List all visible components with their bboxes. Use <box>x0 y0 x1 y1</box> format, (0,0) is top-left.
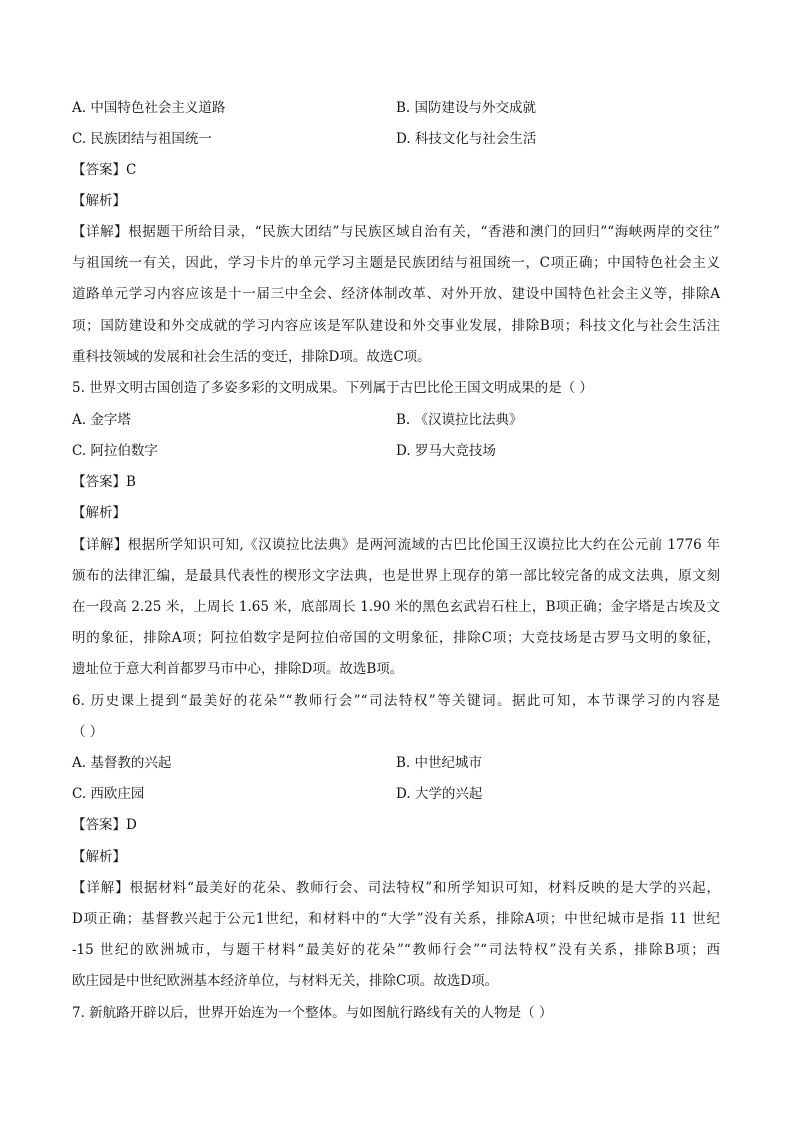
q6-option-d: D. 大学的兴起 <box>396 786 483 802</box>
q5-option-d: D. 罗马大竞技场 <box>396 443 496 459</box>
q6-detail-line: 【详解】根据材料“最美好的花朵、教师行会、司法特权”和所学知识可知，材料反映的是大学的兴起， <box>72 880 720 896</box>
q6-answer: 【答案】D <box>72 817 137 833</box>
q4-analysis-label: 【解析】 <box>72 193 126 209</box>
q4-detail-line: 【详解】根据题干所给目录，“民族大团结”与民族区域自治有关，“香港和澳门的回归”“海峡两岸的交往” <box>72 224 720 240</box>
q5-detail-line: 在一段高 2.25 米，上周长 1.65 米，底部周长 1.90 米的黑色玄武岩石柱上，B项正确；金字塔是古埃及文 <box>72 599 720 615</box>
q5-detail-line: 明的象征，排除A项；阿拉伯数字是阿拉伯帝国的文明象征，排除C项；大竞技场是古罗马文明的象征， <box>72 630 720 646</box>
q4-detail-line: 项；国防建设和外交成就的学习内容应该是军队建设和外交事业发展，排除B项；科技文化与社会生活注 <box>72 318 720 334</box>
q4-option-d: D. 科技文化与社会生活 <box>396 131 537 147</box>
q5-analysis-label: 【解析】 <box>72 505 126 521</box>
q4-option-a: A. 中国特色社会主义道路 <box>72 100 226 116</box>
q7-stem: 7. 新航路开辟以后，世界开始连为一个整体。与如图航行路线有关的人物是（ ） <box>72 1005 553 1021</box>
q4-detail-line: 与祖国统一有关，因此，学习卡片的单元学习主题是民族团结与祖国统一，C项正确；中国特色社会主义 <box>72 255 720 271</box>
q6-detail-line: 欧庄园是中世纪欧洲基本经济单位，与材料无关，排除C项。故选D项。 <box>72 973 499 989</box>
q5-stem: 5. 世界文明古国创造了多姿多彩的文明成果。下列属于古巴比伦王国文明成果的是（ ） <box>72 380 593 396</box>
q4-answer: 【答案】C <box>72 162 137 178</box>
q6-stem-line: （ ） <box>72 724 104 740</box>
q6-option-a: A. 基督教的兴起 <box>72 755 172 771</box>
q5-answer: 【答案】B <box>72 474 136 490</box>
q6-option-b: B. 中世纪城市 <box>396 755 483 771</box>
q4-option-c: C. 民族团结与祖国统一 <box>72 131 212 147</box>
q6-detail-line: -15 世纪的欧洲城市，与题干材料“最美好的花朵”“教师行会”“司法特权”没有关系，排除B项；西 <box>72 942 720 958</box>
q5-option-b: B. 《汉谟拉比法典》 <box>396 412 523 428</box>
q5-detail-line: 颁布的法律汇编，是最具代表性的楔形文字法典，也是世界上现存的第一部比较完备的成文法典，原文刻 <box>72 568 720 584</box>
q6-option-c: C. 西欧庄园 <box>72 786 145 802</box>
q5-detail-line: 遗址位于意大利首都罗马市中心，排除D项。故选B项。 <box>72 661 404 677</box>
q4-detail-line: 重科技领域的发展和社会生活的变迁，排除D项。故选C项。 <box>72 349 431 365</box>
q4-option-b: B. 国防建设与外交成就 <box>396 100 537 116</box>
q6-detail-line: D项正确；基督教兴起于公元1世纪，和材料中的“大学”没有关系，排除A项；中世纪城市是指 11 世纪 <box>72 911 720 927</box>
q5-option-c: C. 阿拉伯数字 <box>72 443 158 459</box>
q4-detail-line: 道路单元学习内容应该是十一届三中全会、经济体制改革、对外开放、建设中国特色社会主义等，排除A <box>72 286 720 302</box>
q5-option-a: A. 金字塔 <box>72 412 131 428</box>
q6-analysis-label: 【解析】 <box>72 849 126 865</box>
q6-stem-line: 6. 历史课上提到“最美好的花朵”“教师行会”“司法特权”等关键词。据此可知，本节课学习的内容是 <box>72 693 720 709</box>
q5-detail-line: 【详解】根据所学知识可知,《汉谟拉比法典》是两河流域的古巴比伦国王汉谟拉比大约在公元前 1776 年 <box>72 537 720 553</box>
